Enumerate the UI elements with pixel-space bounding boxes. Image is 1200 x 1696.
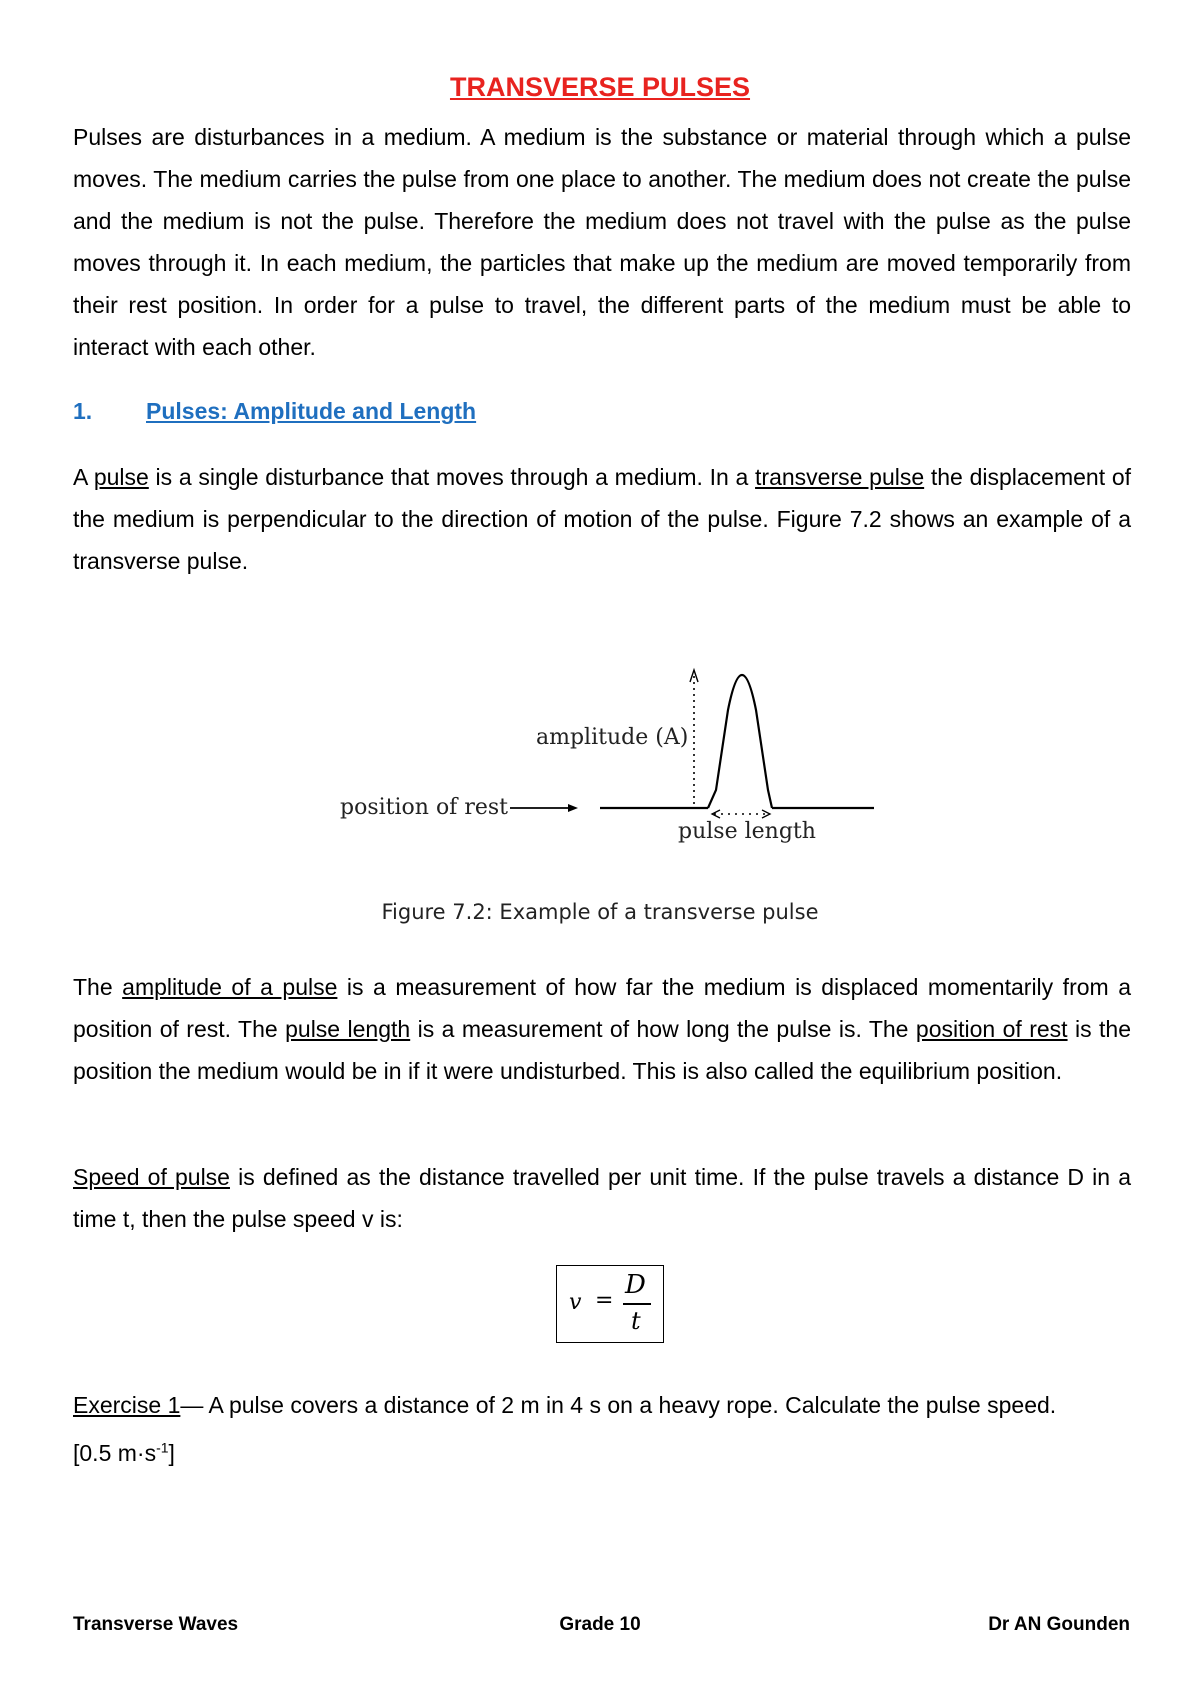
term-transverse-pulse: transverse pulse <box>755 464 925 490</box>
text-run: is a measurement of how long the pulse is. The <box>410 1016 916 1042</box>
text-run: the displacement of the medium is perpendicular to the direction of motion of the pulse. Figure 7.2 shows an example of a transverse pulse. <box>73 464 1132 574</box>
text-run: is a single disturbance that moves through a medium. In a <box>148 464 756 490</box>
figure-caption: Figure 7.2: Example of a transverse pulse <box>381 900 819 924</box>
intro-paragraph: Pulses are disturbances in a medium. A medium is the substance or material through which a pulse moves. The medium carries the pulse from one place to another. The medium does not create the pulse and the medium is not the pulse. Therefore the medium does not travel with the pulse as the pulse moves through it. In each medium, the particles that make up the medium are moved temporarily from their rest position. In order for a pulse to travel, the different parts of the medium must be able to interact with each other. <box>73 124 1131 360</box>
section-title: Pulses: Amplitude and Length <box>146 398 477 424</box>
pulse-paragraph <box>73 456 1131 582</box>
formula-denominator: t <box>631 1307 641 1335</box>
fraction-bar <box>623 1303 651 1305</box>
amplitude-paragraph <box>73 966 1131 1092</box>
transverse-pulse-figure <box>330 650 890 850</box>
exercise-label: Exercise 1 <box>73 1392 181 1418</box>
pulse-shape <box>708 675 772 808</box>
formula-equals: = <box>595 1288 614 1313</box>
page-title: TRANSVERSE PULSES <box>449 72 751 102</box>
term-speed-of-pulse: Speed of pulse <box>73 1164 230 1190</box>
term-pulse-length: pulse length <box>285 1016 411 1042</box>
footer-left: Transverse Waves <box>73 1614 239 1635</box>
term-position-of-rest: position of rest <box>915 1016 1068 1042</box>
text-run: is defined as the distance travelled per unit time. If the pulse travels a distance D in a time t, then the pulse speed v is: <box>73 1164 1132 1232</box>
answer-close: ] <box>168 1439 175 1466</box>
answer-open: [0.5 m·s <box>73 1439 157 1466</box>
text-run: is a measurement of how far the medium is displaced momentarily from a position of rest. The <box>73 974 1131 1042</box>
exercise-text: A pulse covers a distance of 2 m in 4 s on a heavy rope. Calculate the pulse speed. <box>203 1392 1057 1418</box>
text-run: The <box>73 974 123 1000</box>
footer-center: Grade 10 <box>559 1614 641 1635</box>
pulse-length-label: pulse length <box>678 819 816 844</box>
answer-exponent: -1 <box>156 1439 169 1455</box>
text-run: A <box>73 464 94 490</box>
term-amplitude: amplitude of a pulse <box>122 974 338 1000</box>
exercise-paragraph <box>73 1384 1131 1474</box>
rest-label: position of rest <box>340 795 508 820</box>
speed-formula <box>556 1265 664 1343</box>
section-heading <box>73 398 476 425</box>
exercise-answer <box>73 1440 175 1466</box>
speed-paragraph <box>73 1156 1131 1240</box>
exercise-dash: — <box>180 1392 204 1418</box>
term-pulse: pulse <box>93 464 149 490</box>
rest-arrowhead <box>568 804 578 812</box>
footer-right: Dr AN Gounden <box>988 1614 1130 1635</box>
formula-numerator: D <box>625 1270 646 1300</box>
section-number: 1. <box>73 398 93 424</box>
amplitude-label: amplitude (A) <box>536 725 689 750</box>
formula-lhs: v <box>569 1290 582 1315</box>
text-run: is the position the medium would be in if it were undisturbed. This is also called the equilibrium position. <box>73 1016 1131 1084</box>
